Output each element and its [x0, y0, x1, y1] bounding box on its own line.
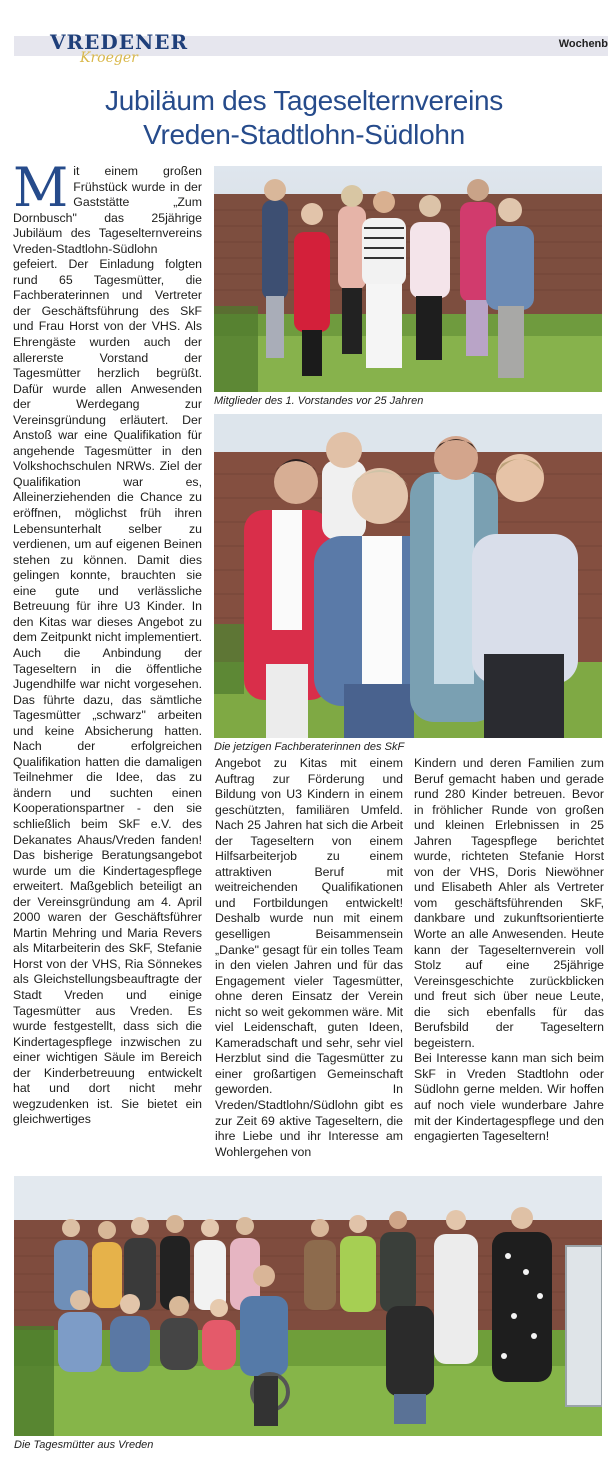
- logo-wordmark: VREDENER: [50, 30, 189, 54]
- photo-caption-3: Die Tagesmütter aus Vreden: [14, 1439, 154, 1451]
- column-3-paragraph-2: Bei Interesse kann man sich beim SkF in Vreden Stadtlohn oder Südlohn gerne melden. Wir hoffen auf noch viele wunderbare Jahre mit der Kindertagespflege und den engagierten Tageseltern!: [414, 1051, 604, 1144]
- logo-script: Kroeger: [80, 50, 138, 66]
- masthead: [0, 0, 608, 72]
- section-label: Wochenb: [558, 38, 608, 50]
- article-column-1: [13, 156, 202, 1128]
- column-3-paragraph-1: Kindern und deren Familien zum Beruf gemacht haben und gerade rund 280 Kinder betreuen. Bevor in fröhlicher Runde von großen und kleinen Erlebnissen in 25 Jahren Tagespflege berichtet wurde, richteten Stefanie Horst von der VHS, Doris Niewöhner und Elisabeth Ahler als Vertreter vom geschäftsführenden SkF, dankbare und zukunftsorientierte Worte an alle Anwesenden. Heute kann der Tageselternverein voll Stolz auf eine 25jährige Vereinsgeschichte zurückblicken und freut sich über neue Leute, die sich ebenfalls für das Berufsbild der Tageseltern begeistern.: [414, 756, 604, 1050]
- article-column-2: Angebot zu Kitas mit einem Auftrag zur Förderung und Bildung von U3 Kindern in einem geschützten, familiären Umfeld. Nach 25 Jahren hat sich die Arbeit der Tageseltern von einem Hilfsarbeiterjob zu einem attraktiven Beruf mit weitreichenden Qualifikationen und Fortbildungen entwickelt! Deshalb wurde nun mit einem geselligen Beisammensein „Danke" gesagt für ein tolles Team in den vielen Jahren und für das Engagement vieler Tagesmütter, ohne deren Einsatz der Verein nicht so weit gekommen wäre. Mit viel Leidenschaft, guten Ideen, Kameradschaft und sehr, sehr viel Herzblut sind die Tagesmütter zu einer großartigen Gemeinschaft geworden. In Vreden/Stadtlohn/Südlohn gibt es zur Zeit 69 aktive Tageseltern, die ihre Liebe und ihr Interesse am Wohlergehen von: [215, 756, 403, 1159]
- column-1-text: it einem großen Frühstück wurde in der Gaststätte „Zum Dornbusch" das 25jährige Jubiläum des Tageselternvereins Vreden-Stadtlohn-Südlohn gefeiert. Der Einladung folgten rund 65 Tagesmütter, die Fachberaterinnen und Vertreter der Geschäftsführung des SkF und Frau Horst von der VHS. Als Ehrengäste wurden auch der allererste Vorstand der Tagesmütter herzlich begrüßt. Dafür wurde allen Anwesenden der Werdegang zur Vereinsgründung erläutert. Der Anstoß war eine Qualifikation für angehende Tagesmütter in den Volkshochschulen NRWs. Ziel der Qualifikation war es, Alleinerziehenden die Chance zu eröffnen, möglichst früh ihren Lebensunterhalt selber zu verdienen, um auf eigenen Beinen stehen zu können. Damit dies gelingen konnte, brauchten sie eine gute und verlässliche Betreuung für ihre U3 Kinder. In den Kitas war dieses Angebot zu dem Zeitpunkt nicht implementiert. Auch die Anbindung der Tageseltern in die öffentliche Jugendhilfe war nicht vorgesehen. Das führte dazu, das sämtliche Tagesmütter „schwarz" arbeiten und keine Absicherung hatten. Nach der erfolgreichen Qualifikation hatten die damaligen Teilnehmer die Idee, das zu ändern und suchten einen Kooperationspartner - den sie schließlich beim SkF e.V. des Dekanates Ahaus/Vreden fanden! Das bisherige Beratungsangebot wurde um die Kindertagespflege erweitert. Maßgeblich beteiligt an der Vereinsgründung am 4. April 2000 waren der Geschäftsführer Martin Mehring und Maria Revers als Mitarbeiterin des SkF, Stefanie Horst von der VHS, Ria Sönnekes als Gleichstellungsbeauftragte der Stadt Vreden und einige Tagesmütter aus Vreden. Es wurde festgestellt, dass sich die Kindertagespflege inzwischen zu einer wichtigen Säule im Bereich der Kinderbetreuung entwickelt hat und dort nicht mehr wegzudenken ist. Sie bietet ein gleichwertiges: [13, 164, 202, 1127]
- drop-cap: M: [13, 156, 69, 219]
- photo-first-board: [214, 166, 602, 392]
- headline-line-1: Jubiläum des Tageselternvereins: [105, 85, 503, 116]
- headline-line-2: Vreden-Stadtlohn-Südlohn: [143, 119, 465, 150]
- article-column-3: [414, 756, 604, 1145]
- photo-childminders: [14, 1176, 602, 1436]
- article-headline: [60, 84, 548, 152]
- photo-caption-2: Die jetzigen Fachberaterinnen des SkF: [214, 741, 405, 753]
- photo-advisors: [214, 414, 602, 738]
- photo-caption-1: Mitglieder des 1. Vorstandes vor 25 Jahren: [214, 395, 424, 407]
